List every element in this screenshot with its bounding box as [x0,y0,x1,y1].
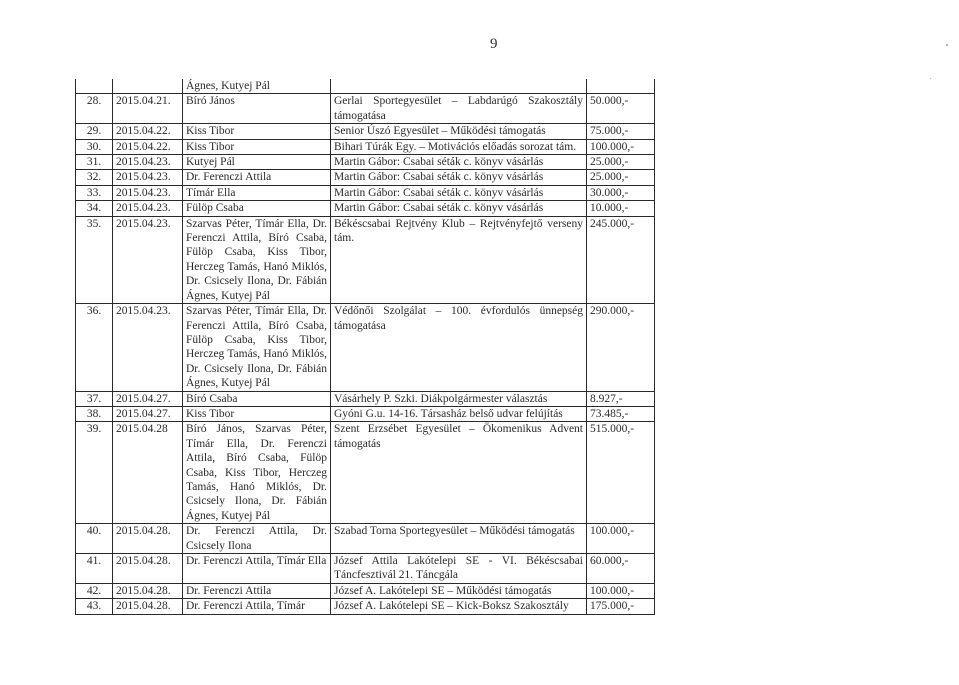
amount-cell: 50.000,- [587,94,655,124]
names-cell: Szarvas Péter, Tímár Ella, Dr. Ferenczi Attila, Bíró Csaba, Fülöp Csaba, Kiss Tibor, Herczeg Tamás, Hanó Miklós, Dr. Csicsely Ilona, Dr. Fábián Ágnes, Kutyej Pál [183,216,331,303]
description-cell: Martin Gábor: Csabai séták c. könyv vásárlás [331,155,587,170]
description-cell: Szent Erzsébet Egyesület – Ökomenikus Advent támogatás [331,422,587,524]
date-cell: 2015.04.23. [113,201,183,216]
page-number: 9 [490,36,498,52]
names-cell: Dr. Ferenczi Attila [183,170,331,185]
row-number-cell: 42. [76,583,113,598]
table-row [76,155,655,170]
row-number-cell: 36. [76,304,113,391]
table-row [76,94,655,124]
row-number-cell: 40. [76,524,113,554]
amount-cell: 25.000,- [587,170,655,185]
row-number-cell: 43. [76,599,113,614]
amount-cell: 8.927,- [587,391,655,406]
date-cell: 2015.04.23. [113,185,183,200]
row-number-cell: 31. [76,155,113,170]
amount-cell: 100.000,- [587,139,655,154]
continuation-row [76,79,655,94]
description-cell: Senior Úszó Egyesület – Működési támogatás [331,124,587,139]
names-cell: Szarvas Péter, Tímár Ella, Dr. Ferenczi Attila, Bíró Csaba, Fülöp Csaba, Kiss Tibor, Herczeg Tamás, Hanó Miklós, Dr. Csicsely Ilona, Dr. Fábián Ágnes, Kutyej Pál [183,304,331,391]
row-number-cell: 39. [76,422,113,524]
names-cell: Dr. Ferenczi Attila, Tímár Ella [183,554,331,584]
row-number-cell: 30. [76,139,113,154]
description-cell: József A. Lakótelepi SE – Működési támogatás [331,583,587,598]
names-cell: Dr. Ferenczi Attila [183,583,331,598]
amount-cell: 25.000,- [587,155,655,170]
row-number-cell: 37. [76,391,113,406]
table-row [76,422,655,524]
description-cell: Szabad Torna Sportegyesület – Működési támogatás [331,524,587,554]
date-cell: 2015.04.28 [113,422,183,524]
table-row [76,185,655,200]
description-cell: Bihari Túrák Egy. – Motivációs előadás sorozat tám. [331,139,587,154]
date-cell: 2015.04.27. [113,391,183,406]
date-cell: 2015.04.28. [113,554,183,584]
names-cell: Bíró János, Szarvas Péter, Tímár Ella, Dr. Ferenczi Attila, Bíró Csaba, Fülöp Csaba, Kiss Tibor, Herczeg Tamás, Hanó Miklós, Dr. Csicsely Ilona, Dr. Fábián Ágnes, Kutyej Pál [183,422,331,524]
names-cell: Kiss Tibor [183,139,331,154]
amount-cell: 515.000,- [587,422,655,524]
description-cell: Martin Gábor: Csabai séták c. könyv vásárlás [331,201,587,216]
date-cell: 2015.04.28. [113,583,183,598]
description-cell: József A. Lakótelepi SE – Kick-Boksz Szakosztály [331,599,587,614]
description-cell: József Attila Lakótelepi SE - VI. Békéscsabai Táncfesztivál 21. Táncgála [331,554,587,584]
table-row [76,201,655,216]
description-cell: Gerlai Sportegyesület – Labdarúgó Szakosztály támogatása [331,94,587,124]
amount-cell: 100.000,- [587,583,655,598]
names-cell: Kutyej Pál [183,155,331,170]
date-cell: 2015.04.23. [113,216,183,303]
table-row [76,124,655,139]
names-cell: Kiss Tibor [183,124,331,139]
names-cell: Ágnes, Kutyej Pál [183,79,331,94]
table-row [76,216,655,303]
description-cell: Védőnői Szolgálat – 100. évfordulós ünnepség támogatása [331,304,587,391]
row-number-cell: 35. [76,216,113,303]
table-row [76,304,655,391]
table-row [76,524,655,554]
table-row [76,139,655,154]
amount-cell: 60.000,- [587,554,655,584]
date-cell: 2015.04.28. [113,524,183,554]
scan-speck [930,78,931,79]
row-number-cell: 41. [76,554,113,584]
names-cell: Kiss Tibor [183,406,331,421]
amount-cell: 290.000,- [587,304,655,391]
table-row [76,391,655,406]
date-cell: 2015.04.27. [113,406,183,421]
description-cell: Vásárhely P. Szki. Diákpolgármester választás [331,391,587,406]
row-number-cell: 33. [76,185,113,200]
date-cell: 2015.04.22. [113,124,183,139]
date-cell: 2015.04.21. [113,94,183,124]
description-cell: Gyóni G.u. 14-16. Társasház belső udvar felújítás [331,406,587,421]
amount-cell: 100.000,- [587,524,655,554]
names-cell: Fülöp Csaba [183,201,331,216]
row-number-cell: 28. [76,94,113,124]
table-row [76,170,655,185]
names-cell: Bíró János [183,94,331,124]
scan-speck [946,44,948,46]
names-cell: Bíró Csaba [183,391,331,406]
grant-table [75,79,655,615]
row-number-cell: 34. [76,201,113,216]
row-number-cell: 38. [76,406,113,421]
description-cell: Martin Gábor: Csabai séták c. könyv vásárlás [331,170,587,185]
amount-cell: 175.000,- [587,599,655,614]
date-cell: 2015.04.22. [113,139,183,154]
description-cell: Békéscsabai Rejtvény Klub – Rejtvényfejtő verseny tám. [331,216,587,303]
date-cell: 2015.04.28. [113,599,183,614]
amount-cell: 75.000,- [587,124,655,139]
table-row [76,554,655,584]
row-number-cell: 32. [76,170,113,185]
amount-cell: 245.000,- [587,216,655,303]
table-row [76,406,655,421]
table-row [76,583,655,598]
table-row [76,599,655,614]
description-cell: Martin Gábor: Csabai séták c. könyv vásárlás [331,185,587,200]
date-cell: 2015.04.23. [113,170,183,185]
amount-cell: 30.000,- [587,185,655,200]
names-cell: Tímár Ella [183,185,331,200]
amount-cell: 73.485,- [587,406,655,421]
names-cell: Dr. Ferenczi Attila, Dr. Csicsely Ilona [183,524,331,554]
amount-cell: 10.000,- [587,201,655,216]
row-number-cell: 29. [76,124,113,139]
names-cell: Dr. Ferenczi Attila, Tímár [183,599,331,614]
date-cell: 2015.04.23. [113,155,183,170]
date-cell: 2015.04.23. [113,304,183,391]
